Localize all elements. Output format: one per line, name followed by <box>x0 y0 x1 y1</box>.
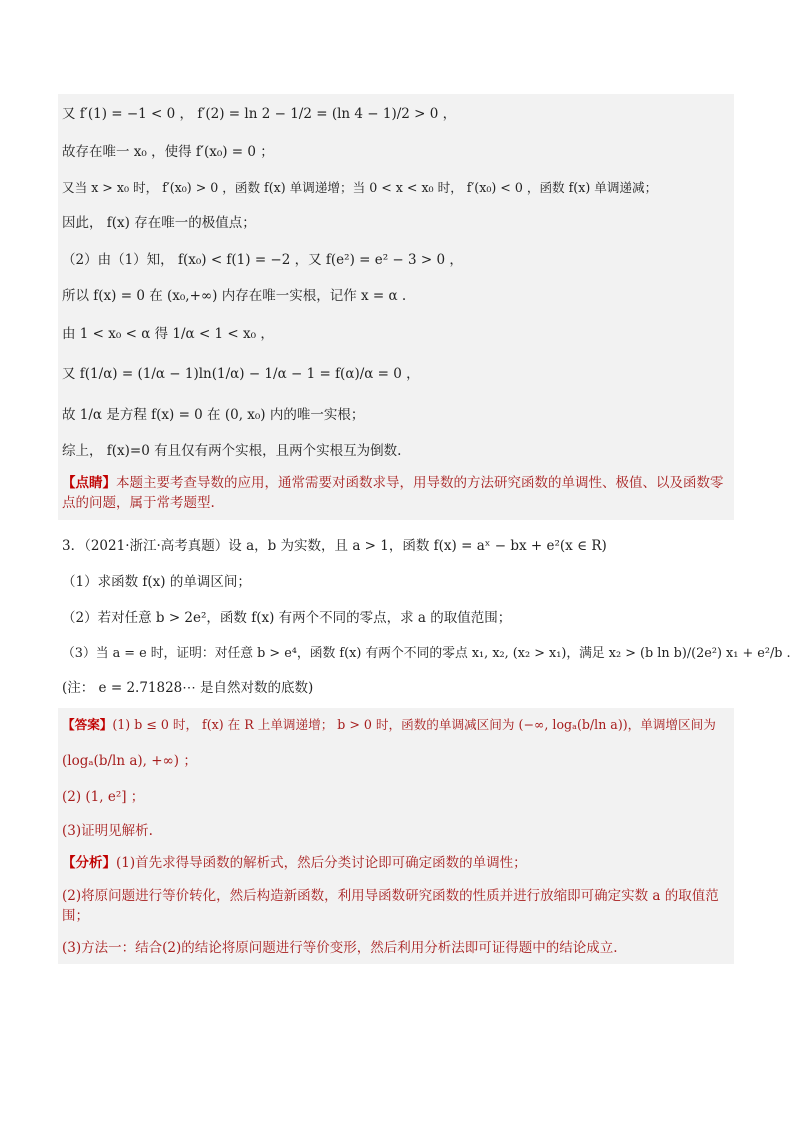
solution-line-9: 故 1/α 是方程 f(x) = 0 在 (0, x₀) 内的唯一实根； <box>62 406 365 423</box>
solution-line-5: （2）由（1）知， f(x₀) < f(1) = −2 ，又 f(e²) = e² − 3 > 0 ， <box>62 251 463 268</box>
solution-line-3: 又当 x > x₀ 时， f′(x₀) > 0 ，函数 f(x) 单调递增；当 0 < x < x₀ 时， f′(x₀) < 0 ，函数 f(x) 单调递减； <box>62 179 658 195</box>
problem-header: 3．（2021·浙江·高考真题）设 a，b 为实数，且 a > 1，函数 f(x) = aˣ − bx + e²(x ∈ R) <box>62 537 607 554</box>
answer-1-line-2: (logₐ(b/ln a), +∞) ； <box>62 752 197 769</box>
analysis-p1: (1)首先求得导函数的解析式，然后分类讨论即可确定函数的单调性； <box>116 855 527 872</box>
document-page <box>58 94 791 964</box>
solution-line-1: 又 f′(1) = −1 < 0 ， f′(2) = ln 2 − 1/2 = (ln 4 − 1)/2 > 0 ， <box>62 106 457 122</box>
comment-text: 本题主要考查导数的应用，通常需要对函数求导，用导数的方法研究函数的单调性、极值、以及函数零点的问题，属于常考题型. <box>62 475 724 512</box>
question-3: （3）当 a = e 时，证明：对任意 b > e⁴，函数 f(x) 有两个不同的零点 x₁, x₂, (x₂ > x₁)，满足 x₂ > (b ln b)/(2e²) x₁ + e²/b . <box>62 646 791 662</box>
question-1: （1）求函数 f(x) 的单调区间； <box>62 573 251 590</box>
solution-line-2: 故存在唯一 x₀ ，使得 f′(x₀) = 0 ； <box>62 144 274 161</box>
answer-1-text: (1) b ≤ 0 时， f(x) 在 R 上单调递增； b > 0 时，函数的单调减区间为 (−∞, logₐ(b/ln a))，单调增区间为 <box>112 716 716 732</box>
solution-line-10: 综上， f(x)=0 有且仅有两个实根，且两个实根互为倒数. <box>62 442 402 459</box>
analysis-line-1 <box>58 847 734 879</box>
answer-tag: 【答案】 <box>62 716 113 732</box>
answer-2: (2) (1, e²] ； <box>62 788 145 805</box>
answer-block <box>58 708 734 965</box>
comment-paragraph <box>58 467 734 520</box>
comment-tag: 【点睛】 <box>62 475 116 492</box>
question-2: （2）若对任意 b > 2e²，函数 f(x) 有两个不同的零点，求 a 的取值范围； <box>62 610 512 627</box>
answer-1-line-1 <box>58 708 734 743</box>
answer-3: (3)证明见解析. <box>62 823 153 840</box>
analysis-p3: (3)方法一：结合(2)的结论将原问题进行等价变形，然后利用分析法即可证得题中的结论成立. <box>62 940 618 957</box>
solution-line-7: 由 1 < x₀ < α 得 1/α < 1 < x₀ ， <box>62 326 274 343</box>
problem-block <box>58 528 791 704</box>
solution-line-4: 因此， f(x) 存在唯一的极值点； <box>62 215 256 232</box>
analysis-tag: 【分析】 <box>62 855 116 872</box>
solution-block <box>58 94 734 520</box>
solution-line-8: 又 f(1/α) = (1/α − 1)ln(1/α) − 1/α − 1 = f(α)/α = 0 ， <box>62 366 420 383</box>
analysis-p2: (2)将原问题进行等价转化，然后构造新函数，利用导函数研究函数的性质并进行放缩即可确定实数 a 的取值范围； <box>62 887 719 924</box>
solution-line-6: 所以 f(x) = 0 在 (x₀,+∞) 内存在唯一实根，记作 x = α . <box>62 287 407 304</box>
problem-note: (注： e = 2.71828⋯ 是自然对数的底数) <box>62 679 314 696</box>
